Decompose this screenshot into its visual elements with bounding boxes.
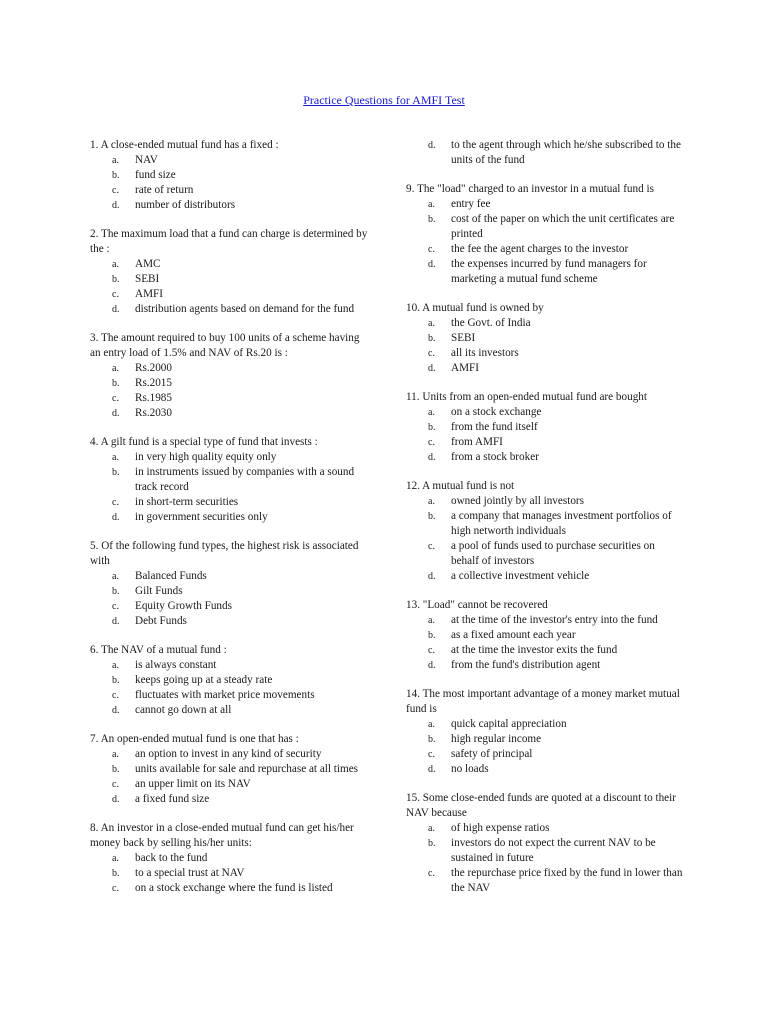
- question-block: [90, 331, 368, 421]
- answer-option: [406, 346, 684, 361]
- option-text: the repurchase price fixed by the fund in lower than the NAV: [451, 867, 683, 894]
- option-text: Balanced Funds: [135, 570, 207, 582]
- option-letter: d.: [112, 408, 120, 419]
- option-letter: c.: [112, 690, 119, 701]
- answer-option: [90, 302, 368, 317]
- option-text: an option to invest in any kind of security: [135, 748, 322, 760]
- question-block: [406, 791, 684, 896]
- option-text: in short-term securities: [135, 496, 239, 508]
- answer-option: [90, 168, 368, 183]
- answer-option: [90, 703, 368, 718]
- question-block: [406, 598, 684, 673]
- answer-option: [90, 851, 368, 866]
- question-block: [90, 821, 368, 896]
- option-letter: b.: [428, 422, 436, 433]
- question-block: [406, 390, 684, 465]
- answer-option: [90, 658, 368, 673]
- question-stem: 1. A close-ended mutual fund has a fixed :: [90, 139, 279, 151]
- answer-option: [406, 762, 684, 777]
- option-letter: c.: [428, 749, 435, 760]
- option-letter: d.: [428, 660, 436, 671]
- option-text: high regular income: [451, 733, 542, 745]
- option-text: fund size: [135, 169, 176, 181]
- option-text: NAV: [135, 154, 158, 166]
- answer-option: [90, 747, 368, 762]
- option-text: SEBI: [135, 273, 160, 285]
- option-text: a company that manages investment portfolios of high networth individuals: [451, 510, 672, 537]
- option-text: AMFI: [135, 288, 163, 300]
- option-letter: c.: [428, 541, 435, 552]
- option-letter: b.: [428, 838, 436, 849]
- option-text: back to the fund: [135, 852, 208, 864]
- option-letter: c.: [112, 185, 119, 196]
- option-letter: a.: [428, 199, 435, 210]
- answer-option: [406, 732, 684, 747]
- option-letter: a.: [112, 155, 119, 166]
- question-stem: 11. Units from an open-ended mutual fund are bought: [406, 391, 647, 403]
- option-text: in very high quality equity only: [135, 451, 277, 463]
- option-letter: c.: [428, 244, 435, 255]
- option-letter: d.: [428, 571, 436, 582]
- option-letter: c.: [112, 779, 119, 790]
- option-letter: a.: [428, 615, 435, 626]
- question-block: [406, 138, 684, 168]
- option-text: number of distributors: [135, 199, 236, 211]
- option-letter: a.: [112, 853, 119, 864]
- option-letter: a.: [112, 571, 119, 582]
- answer-option: [90, 198, 368, 213]
- question-block: [90, 643, 368, 718]
- option-text: Rs.1985: [135, 392, 172, 404]
- question-block: [406, 301, 684, 376]
- answer-option: [90, 777, 368, 792]
- answer-option: [90, 287, 368, 302]
- option-letter: b.: [112, 467, 120, 478]
- option-text: Rs.2015: [135, 377, 172, 389]
- answer-option: [90, 183, 368, 198]
- option-text: Equity Growth Funds: [135, 600, 232, 612]
- question-stem: 9. The "load" charged to an investor in a mutual fund is: [406, 183, 654, 195]
- option-text: owned jointly by all investors: [451, 495, 584, 507]
- answer-option: [406, 331, 684, 346]
- option-letter: b.: [112, 378, 120, 389]
- option-letter: b.: [428, 511, 436, 522]
- answer-option: [406, 821, 684, 836]
- option-text: from the fund's distribution agent: [451, 659, 601, 671]
- option-text: the Govt. of India: [451, 317, 531, 329]
- option-text: on a stock exchange: [451, 406, 542, 418]
- option-letter: d.: [428, 363, 436, 374]
- answer-option: [406, 747, 684, 762]
- answer-option: [90, 881, 368, 896]
- question-block: [90, 732, 368, 807]
- option-letter: b.: [112, 868, 120, 879]
- answer-option: [90, 510, 368, 525]
- question-block: [406, 182, 684, 287]
- option-letter: b.: [112, 274, 120, 285]
- option-letter: d.: [112, 616, 120, 627]
- answer-option: [406, 405, 684, 420]
- option-text: to the agent through which he/she subscribed to the units of the fund: [451, 139, 681, 166]
- option-text: an upper limit on its NAV: [135, 778, 251, 790]
- option-text: from AMFI: [451, 436, 503, 448]
- option-letter: b.: [112, 170, 120, 181]
- answer-option: [90, 792, 368, 807]
- question-block: [90, 227, 368, 317]
- answer-option: [406, 435, 684, 450]
- option-text: Rs.2000: [135, 362, 172, 374]
- option-text: of high expense ratios: [451, 822, 550, 834]
- answer-option: [406, 138, 684, 168]
- option-letter: d.: [428, 140, 436, 151]
- answer-option: [90, 153, 368, 168]
- answer-option: [90, 376, 368, 391]
- answer-option: [90, 569, 368, 584]
- question-block: [90, 138, 368, 213]
- option-letter: b.: [428, 630, 436, 641]
- question-stem: 3. The amount required to buy 100 units of a scheme having an entry load of 1.5% and NAV of Rs.20 is :: [90, 332, 360, 359]
- answer-option: [406, 450, 684, 465]
- option-text: is always constant: [135, 659, 217, 671]
- option-text: as a fixed amount each year: [451, 629, 576, 641]
- option-text: safety of principal: [451, 748, 533, 760]
- option-letter: b.: [112, 764, 120, 775]
- option-letter: b.: [112, 675, 120, 686]
- answer-option: [90, 272, 368, 287]
- option-text: from a stock broker: [451, 451, 539, 463]
- option-letter: a.: [112, 363, 119, 374]
- option-letter: a.: [428, 823, 435, 834]
- option-text: rate of return: [135, 184, 194, 196]
- answer-option: [90, 361, 368, 376]
- option-text: AMFI: [451, 362, 479, 374]
- answer-option: [406, 242, 684, 257]
- option-text: SEBI: [451, 332, 476, 344]
- answer-option: [90, 450, 368, 465]
- option-text: units available for sale and repurchase at all times: [135, 763, 359, 775]
- option-text: on a stock exchange where the fund is listed: [135, 882, 333, 894]
- question-stem: 2. The maximum load that a fund can charge is determined by the :: [90, 228, 368, 255]
- answer-option: [406, 539, 684, 569]
- option-text: to a special trust at NAV: [135, 867, 245, 879]
- option-text: Debt Funds: [135, 615, 187, 627]
- option-letter: d.: [428, 259, 436, 270]
- option-text: all its investors: [451, 347, 519, 359]
- answer-option: [406, 717, 684, 732]
- right-column: [406, 138, 684, 910]
- option-text: investors do not expect the current NAV to be sustained in future: [451, 837, 656, 864]
- option-text: the expenses incurred by fund managers for marketing a mutual fund scheme: [451, 258, 647, 285]
- question-stem: 12. A mutual fund is not: [406, 480, 515, 492]
- option-text: in government securities only: [135, 511, 268, 523]
- answer-option: [406, 212, 684, 242]
- option-text: in instruments issued by companies with a sound track record: [135, 466, 355, 493]
- option-letter: c.: [112, 601, 119, 612]
- option-letter: a.: [112, 259, 119, 270]
- question-stem: 15. Some close-ended funds are quoted at a discount to their NAV because: [406, 792, 676, 819]
- option-text: fluctuates with market price movements: [135, 689, 315, 701]
- question-block: [406, 687, 684, 777]
- answer-option: [406, 420, 684, 435]
- option-letter: a.: [428, 496, 435, 507]
- option-letter: d.: [428, 764, 436, 775]
- option-letter: d.: [112, 304, 120, 315]
- option-text: the fee the agent charges to the investor: [451, 243, 629, 255]
- answer-option: [90, 673, 368, 688]
- option-text: no loads: [451, 763, 489, 775]
- option-letter: a.: [112, 749, 119, 760]
- answer-option: [90, 866, 368, 881]
- question-block: [90, 539, 368, 629]
- answer-option: [90, 257, 368, 272]
- option-text: a pool of funds used to purchase securities on behalf of investors: [451, 540, 655, 567]
- question-stem: 7. An open-ended mutual fund is one that has :: [90, 733, 299, 745]
- answer-option: [90, 406, 368, 421]
- answer-option: [90, 614, 368, 629]
- answer-option: [406, 494, 684, 509]
- option-letter: d.: [112, 794, 120, 805]
- option-text: at the time of the investor's entry into the fund: [451, 614, 658, 626]
- option-letter: b.: [428, 214, 436, 225]
- answer-option: [90, 465, 368, 495]
- option-letter: d.: [112, 200, 120, 211]
- option-letter: b.: [428, 734, 436, 745]
- option-text: Rs.2030: [135, 407, 172, 419]
- answer-option: [90, 495, 368, 510]
- option-text: entry fee: [451, 198, 491, 210]
- option-letter: d.: [428, 452, 436, 463]
- option-text: keeps going up at a steady rate: [135, 674, 273, 686]
- left-column: [90, 138, 368, 910]
- option-text: at the time the investor exits the fund: [451, 644, 618, 656]
- question-stem: 8. An investor in a close-ended mutual fund can get his/her money back by selling his/her units:: [90, 822, 354, 849]
- option-letter: c.: [112, 497, 119, 508]
- option-letter: c.: [112, 289, 119, 300]
- answer-option: [406, 658, 684, 673]
- option-text: a collective investment vehicle: [451, 570, 590, 582]
- option-text: AMC: [135, 258, 161, 270]
- answer-option: [406, 509, 684, 539]
- question-stem: 14. The most important advantage of a money market mutual fund is: [406, 688, 680, 715]
- answer-option: [406, 257, 684, 287]
- question-stem: 5. Of the following fund types, the highest risk is associated with: [90, 540, 359, 567]
- option-letter: a.: [428, 407, 435, 418]
- question-block: [90, 435, 368, 525]
- answer-option: [406, 361, 684, 376]
- option-text: Gilt Funds: [135, 585, 183, 597]
- answer-option: [406, 866, 684, 896]
- option-letter: a.: [428, 719, 435, 730]
- answer-option: [406, 836, 684, 866]
- option-text: cost of the paper on which the unit certificates are printed: [451, 213, 675, 240]
- answer-option: [406, 316, 684, 331]
- option-letter: a.: [112, 452, 119, 463]
- option-letter: a.: [112, 660, 119, 671]
- option-letter: c.: [428, 645, 435, 656]
- answer-option: [90, 391, 368, 406]
- option-letter: b.: [428, 333, 436, 344]
- answer-option: [90, 762, 368, 777]
- answer-option: [406, 613, 684, 628]
- option-letter: c.: [112, 393, 119, 404]
- option-letter: c.: [428, 868, 435, 879]
- question-stem: 13. "Load" cannot be recovered: [406, 599, 548, 611]
- answer-option: [406, 569, 684, 584]
- option-letter: a.: [428, 318, 435, 329]
- option-letter: d.: [112, 512, 120, 523]
- option-letter: c.: [112, 883, 119, 894]
- answer-option: [406, 643, 684, 658]
- option-text: from the fund itself: [451, 421, 538, 433]
- answer-option: [406, 197, 684, 212]
- option-text: quick capital appreciation: [451, 718, 567, 730]
- option-letter: d.: [112, 705, 120, 716]
- answer-option: [90, 599, 368, 614]
- option-letter: c.: [428, 348, 435, 359]
- option-text: cannot go down at all: [135, 704, 232, 716]
- answer-option: [90, 584, 368, 599]
- option-letter: c.: [428, 437, 435, 448]
- answer-option: [406, 628, 684, 643]
- question-stem: 4. A gilt fund is a special type of fund that invests :: [90, 436, 318, 448]
- question-block: [406, 479, 684, 584]
- question-stem: 10. A mutual fund is owned by: [406, 302, 544, 314]
- question-stem: 6. The NAV of a mutual fund :: [90, 644, 227, 656]
- option-text: a fixed fund size: [135, 793, 210, 805]
- answer-option: [90, 688, 368, 703]
- page-title: Practice Questions for AMFI Test: [303, 93, 465, 107]
- option-text: distribution agents based on demand for the fund: [135, 303, 355, 315]
- option-letter: b.: [112, 586, 120, 597]
